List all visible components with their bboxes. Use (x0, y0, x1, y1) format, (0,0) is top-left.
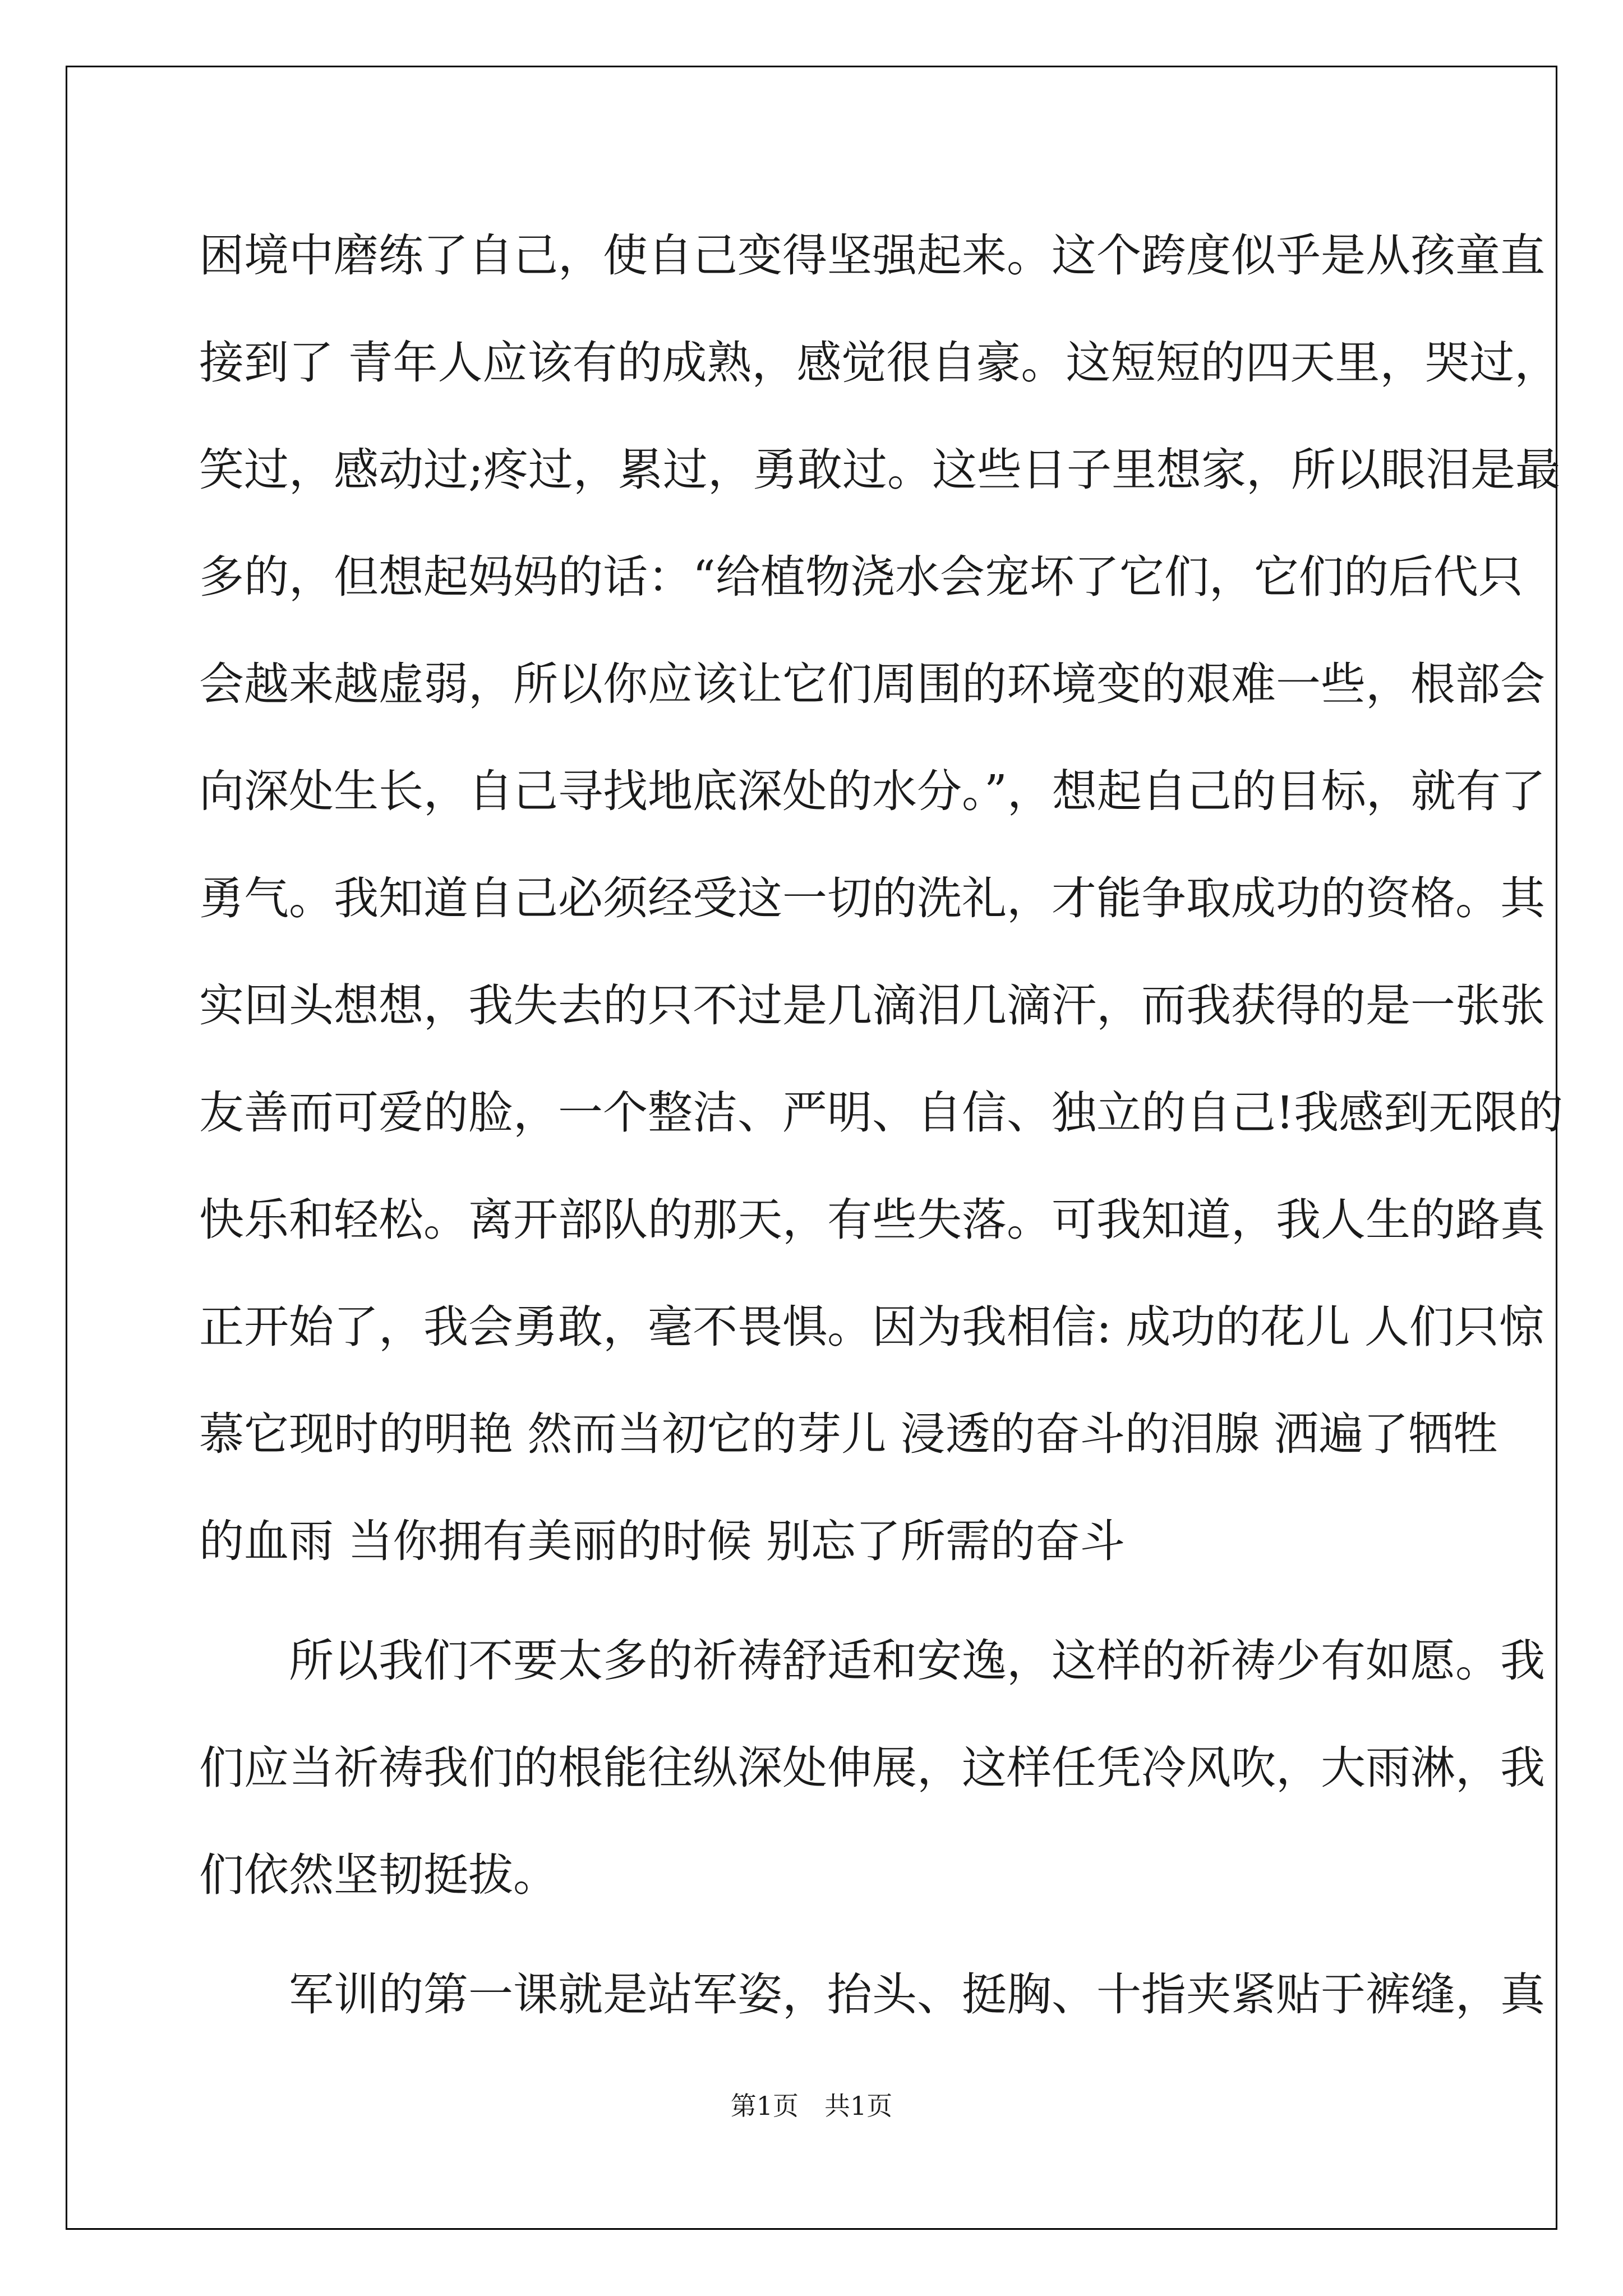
text-line-13: 的血雨 当你拥有美丽的时候 别忘了所需的奋斗 (199, 1515, 1125, 1567)
text-line-8: 实回头想想，我失去的只不过是几滴泪几滴汗，而我获得的是一张张 (199, 979, 1545, 1032)
paragraph-gap (199, 1595, 1461, 1607)
page-number: 第1页 共1页 (730, 2091, 893, 2121)
text-line-9: 友善而可爱的脸，一个整洁、严明、自信、独立的自己!我感到无限的 (199, 1087, 1564, 1139)
document-body (199, 202, 1564, 2048)
text-line-3: 笑过，感动过;疼过，累过，勇敢过。这些日子里想家，所以眼泪是最 (199, 444, 1560, 496)
text-line-6: 向深处生长，自己寻找地底深处的水分。”，想起自己的目标，就有了 (199, 765, 1546, 817)
text-line-14: 所以我们不要太多的祈祷舒适和安逸，这样的祈祷少有如愿。我 (199, 1635, 1545, 1687)
text-line-15: 们应当祈祷我们的根能往纵深处伸展，这样任凭冷风吹，大雨淋，我 (199, 1742, 1545, 1794)
paragraph-gap (199, 1929, 1461, 1941)
text-line-7: 勇气。我知道自己必须经受这一切的洗礼，才能争取成功的资格。其 (199, 872, 1545, 924)
text-line-10: 快乐和轻松。离开部队的那天，有些失落。可我知道，我人生的路真 (199, 1194, 1545, 1246)
text-line-4: 多的，但想起妈妈的话：“给植物浇水会宠坏了它们，它们的后代只 (199, 551, 1523, 603)
text-line-1: 困境中磨练了自己，使自己变得坚强起来。这个跨度似乎是从孩童直 (199, 229, 1545, 282)
text-line-11: 正开始了，我会勇敢，毫不畏惧。因为我相信: 成功的花儿 人们只惊 (199, 1301, 1544, 1353)
text-line-17: 军训的第一课就是站军姿，抬头、挺胸、十指夹紧贴于裤缝，真 (199, 1968, 1545, 2021)
text-line-2: 接到了 青年人应该有的成熟，感觉很自豪。这短短的四天里，哭过， (199, 337, 1560, 389)
text-line-5: 会越来越虚弱，所以你应该让它们周围的环境变的艰难一些，根部会 (199, 658, 1545, 710)
text-line-16: 们依然坚韧挺拔。 (199, 1849, 558, 1901)
text-line-12: 慕它现时的明艳 然而当初它的芽儿 浸透的奋斗的泪腺 洒遍了牺牲 (199, 1408, 1498, 1460)
